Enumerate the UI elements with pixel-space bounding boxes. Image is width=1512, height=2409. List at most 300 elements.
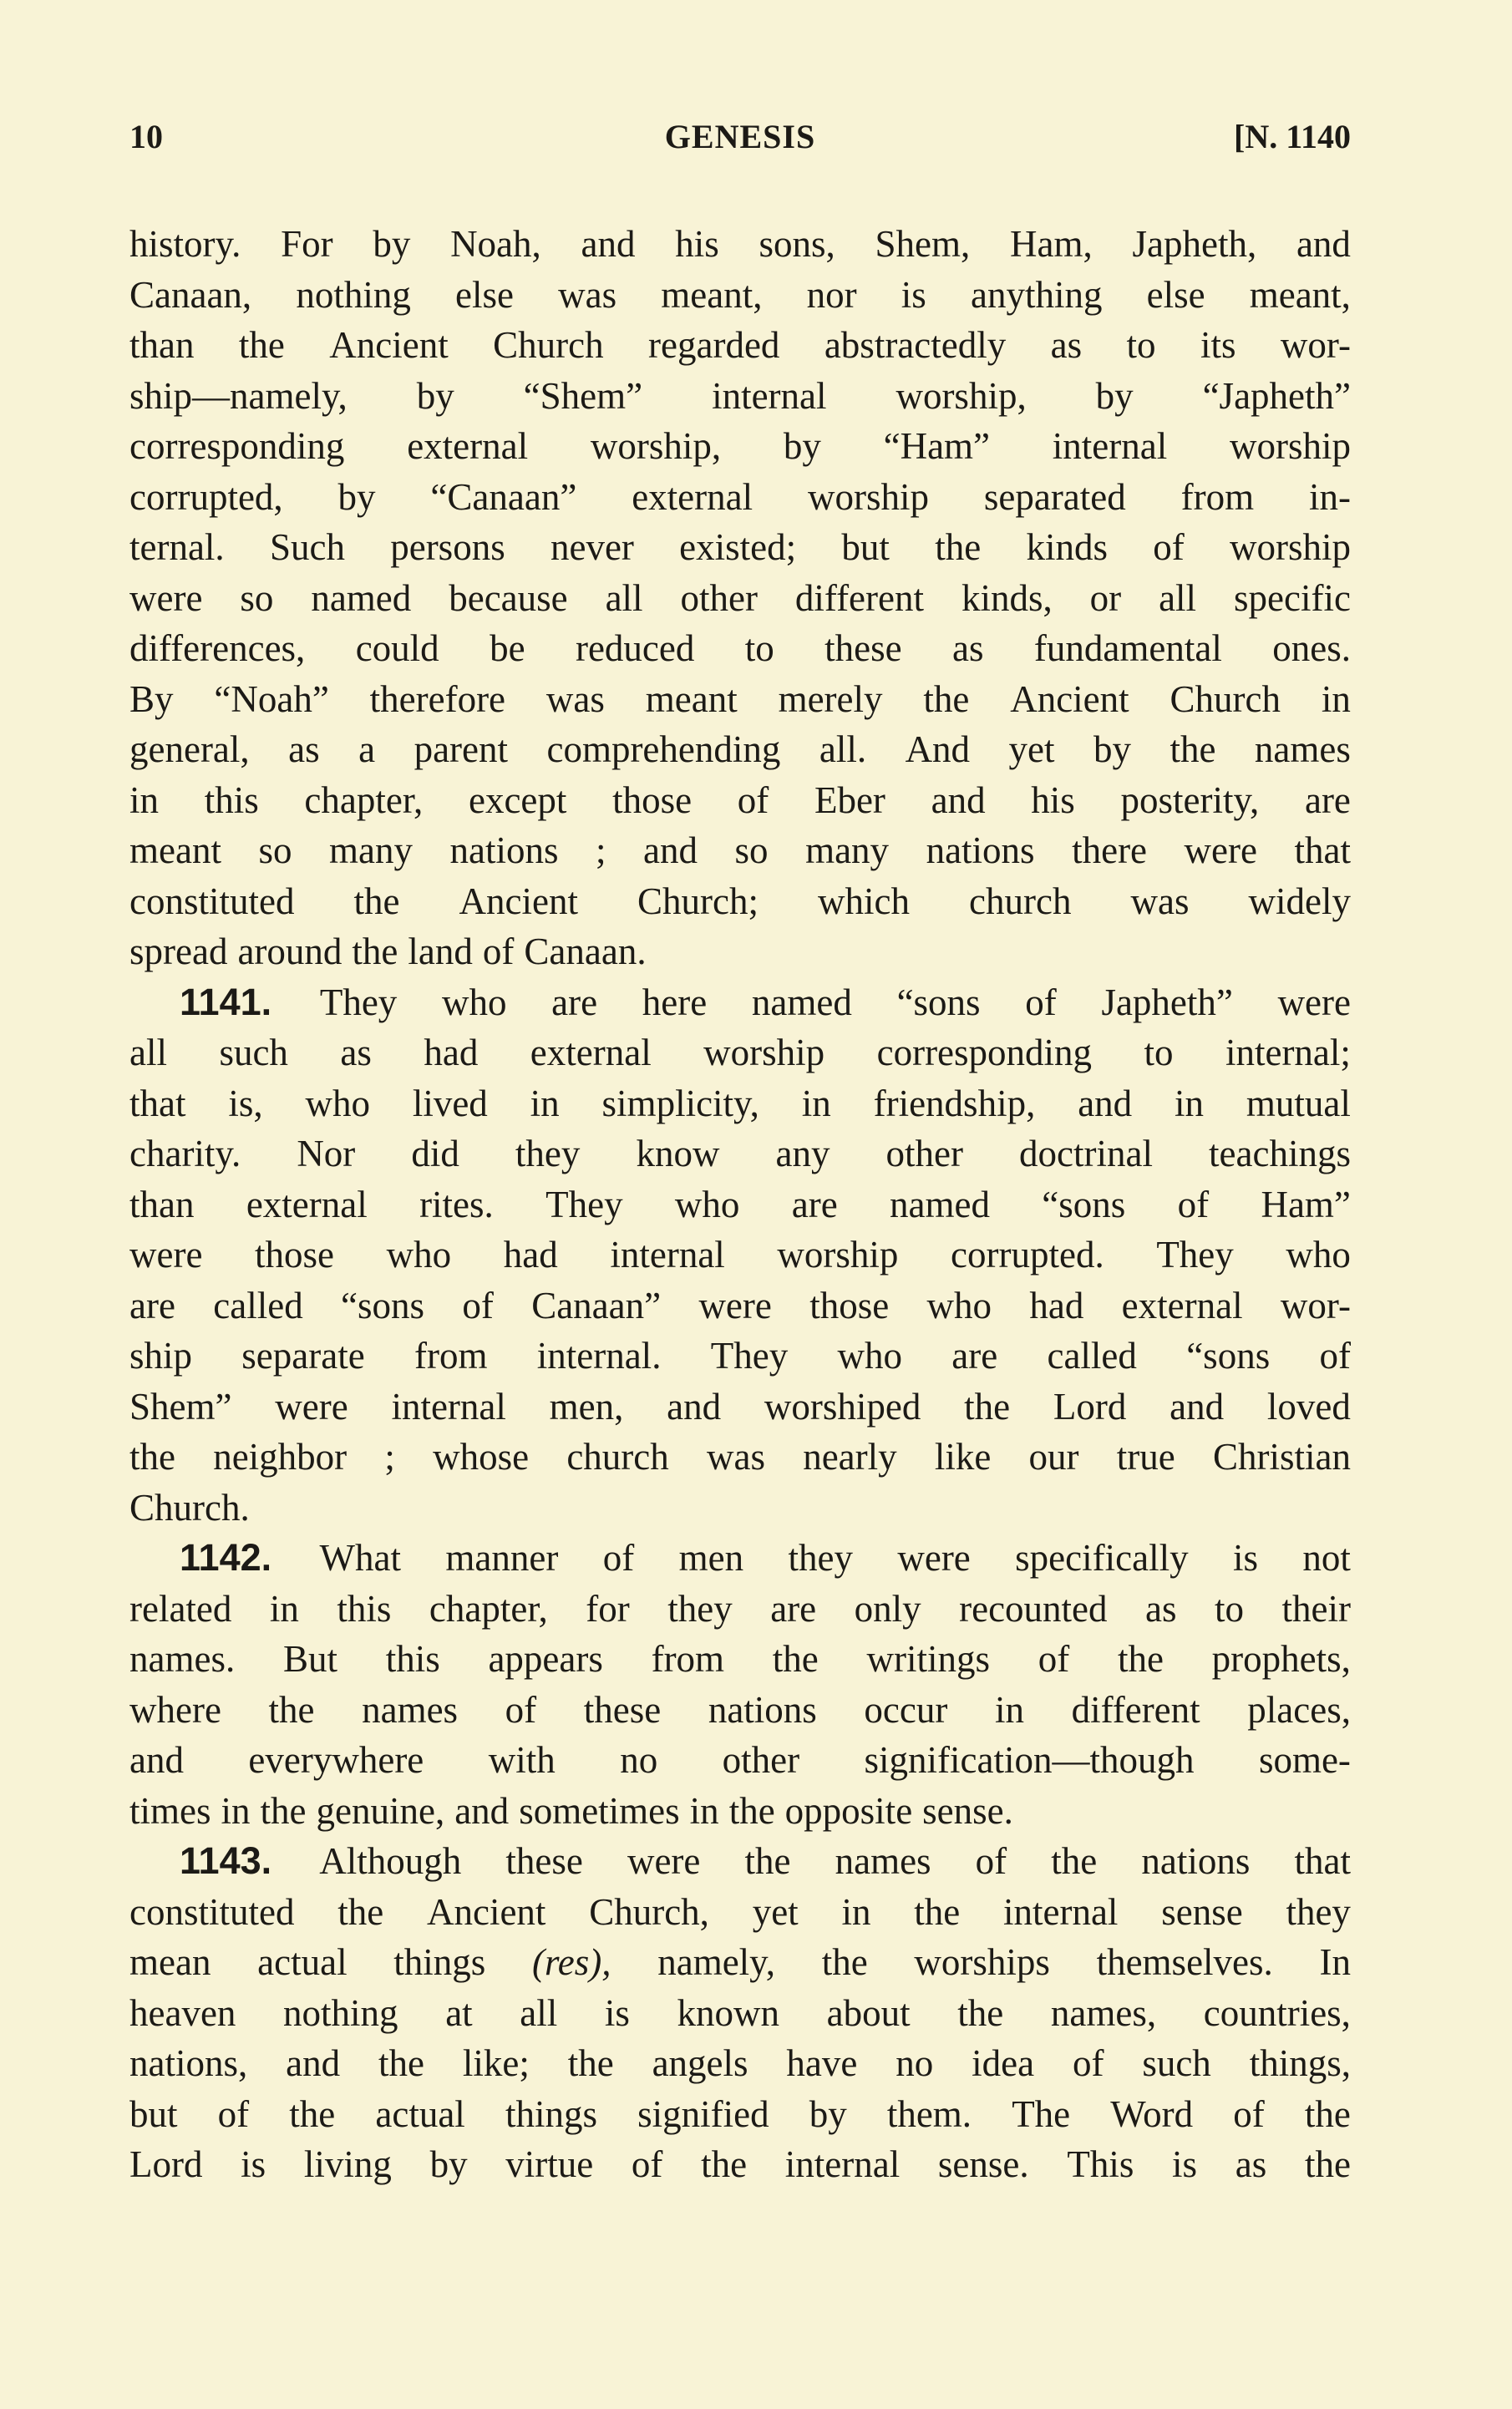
word: worshiped: [764, 1385, 921, 1428]
word: as: [1145, 1587, 1177, 1630]
word: of: [1038, 1638, 1070, 1680]
word: internal: [1052, 425, 1168, 467]
text-line: [129, 1786, 1351, 1837]
word: the: [957, 1991, 1004, 2034]
word: chapter,: [429, 1587, 548, 1630]
word: ;: [596, 829, 606, 871]
word: spread: [129, 931, 228, 972]
word: But: [282, 1638, 337, 1680]
word: in: [530, 1082, 560, 1124]
word: friendship,: [873, 1082, 1036, 1124]
word: in: [841, 1890, 871, 1933]
word: Noah,: [450, 223, 541, 265]
word: ternal.: [129, 526, 225, 568]
word: were: [129, 1234, 203, 1276]
word: with: [488, 1739, 556, 1781]
word: and: [931, 778, 986, 821]
word: Ancient: [426, 1890, 546, 1933]
word: general,: [129, 728, 250, 770]
word: Church: [493, 324, 604, 366]
word: the: [964, 1385, 1011, 1428]
word: external: [1121, 1284, 1243, 1326]
word: the: [260, 1789, 307, 1832]
word: This: [1067, 2143, 1134, 2185]
word: worship: [807, 475, 929, 518]
word: to: [1126, 324, 1156, 366]
word: of: [482, 931, 515, 972]
word: corresponding: [876, 1032, 1093, 1073]
text-line: [129, 1078, 1351, 1129]
word: by: [416, 374, 454, 417]
text-line: [129, 1128, 1351, 1179]
word: any: [775, 1133, 830, 1174]
word: nations: [1141, 1840, 1251, 1882]
word: have: [786, 2042, 858, 2084]
word: no: [896, 2042, 934, 2084]
word: and: [1170, 1385, 1225, 1428]
word: and: [454, 1789, 510, 1832]
word: yet: [752, 1890, 799, 1933]
word: corresponding: [129, 425, 345, 467]
word: named: [311, 576, 412, 619]
word: and: [1078, 1082, 1133, 1124]
text-line: [129, 1027, 1351, 1078]
word: named: [890, 1183, 990, 1225]
word: names: [1254, 728, 1351, 770]
text-line: [129, 421, 1351, 472]
word: mutual: [1246, 1082, 1351, 1124]
word: nations: [449, 829, 559, 871]
word: in: [801, 1082, 831, 1124]
word: in: [221, 1789, 251, 1832]
word: here: [642, 981, 708, 1023]
word: is: [241, 2143, 266, 2185]
word: in: [994, 1688, 1024, 1731]
word: the: [337, 1890, 384, 1933]
word: things,: [1249, 2042, 1351, 2084]
word: nothing: [283, 1991, 398, 2034]
word: abstractedly: [824, 324, 1007, 366]
word: external: [530, 1032, 652, 1073]
word: the: [728, 1789, 775, 1832]
word: kinds: [1026, 526, 1108, 568]
word: so: [240, 576, 274, 619]
word: meant: [129, 829, 221, 871]
word: Shem”: [129, 1385, 232, 1428]
word: internal: [712, 374, 827, 417]
word: called: [1047, 1335, 1137, 1377]
word: and: [1296, 223, 1351, 265]
word: internal: [391, 1385, 506, 1428]
word: everywhere: [248, 1739, 424, 1781]
word: “Ham”: [883, 425, 991, 467]
word: some-: [1258, 1739, 1351, 1781]
word: by: [1095, 374, 1134, 417]
text-line: [129, 1179, 1351, 1230]
word: at: [445, 1991, 473, 2034]
word: never: [550, 526, 634, 568]
word: “Japheth”: [1202, 374, 1351, 417]
word: they: [1286, 1890, 1351, 1933]
word: not: [1302, 1537, 1351, 1579]
word: of: [737, 778, 769, 821]
word: that: [1294, 1840, 1351, 1882]
word: nations,: [129, 2042, 248, 2084]
word: like;: [462, 2042, 530, 2084]
word: there: [1072, 829, 1148, 871]
word: Nor: [297, 1133, 356, 1174]
text-line: [129, 926, 1351, 977]
word: from: [1180, 475, 1255, 518]
word: no: [620, 1739, 658, 1781]
word: Canaan.: [524, 931, 647, 972]
word: Ham”: [1261, 1183, 1351, 1225]
word: by: [337, 475, 376, 518]
word: Church.: [129, 1486, 250, 1529]
text-line: [129, 320, 1351, 371]
text-line: [129, 1685, 1351, 1736]
word: charity.: [129, 1133, 241, 1174]
word: neighbor: [213, 1436, 348, 1478]
text-line: [129, 1887, 1351, 1938]
word: was: [1130, 880, 1190, 922]
word: else: [455, 273, 514, 316]
word: ship: [129, 1335, 193, 1377]
word: worship,: [896, 374, 1027, 417]
word: And: [905, 728, 971, 770]
text-line: [129, 2038, 1351, 2089]
text-line: [129, 472, 1351, 523]
word: Lord: [1053, 1385, 1127, 1428]
word: had: [424, 1032, 479, 1073]
word: things: [505, 2092, 597, 2135]
word: sense.: [937, 2143, 1029, 2185]
word: by: [429, 2143, 468, 2185]
word: countries,: [1203, 1991, 1351, 2034]
word: worship,: [590, 425, 722, 467]
word: are: [129, 1284, 175, 1326]
word: in: [129, 778, 160, 821]
word: of: [1072, 2042, 1104, 2084]
word: of: [1233, 2092, 1265, 2135]
word: by: [1093, 728, 1131, 770]
word: sometimes: [519, 1789, 680, 1832]
word: parent: [414, 728, 508, 770]
word: of: [1025, 981, 1057, 1023]
word: corrupted.: [951, 1234, 1104, 1276]
word: its: [1200, 324, 1236, 366]
word: actual: [375, 2092, 465, 2135]
word: who: [674, 1183, 740, 1225]
word: of: [602, 1537, 635, 1579]
word: the: [129, 1436, 175, 1478]
word: ones.: [1272, 627, 1351, 669]
word: church: [969, 880, 1072, 922]
word: the: [744, 1840, 791, 1882]
word: the: [935, 526, 982, 568]
word: nor: [806, 273, 857, 316]
text-line: [129, 2089, 1351, 2140]
word: those: [255, 1234, 335, 1276]
word: Lord: [129, 2143, 203, 2185]
text-line: [129, 1331, 1351, 1382]
word: worships: [914, 1941, 1050, 1983]
text-line: [129, 977, 1351, 1028]
word: the: [268, 1688, 315, 1731]
word: therefore: [369, 677, 506, 720]
word: in: [689, 1789, 719, 1832]
word: wor-: [1280, 1284, 1351, 1326]
running-title: GENESIS: [664, 118, 816, 155]
word: was: [706, 1436, 765, 1478]
word: Japheth,: [1132, 223, 1257, 265]
word: the: [772, 1638, 819, 1680]
word: by: [809, 2092, 847, 2135]
word: called: [213, 1284, 303, 1326]
word: specific: [1234, 576, 1351, 619]
word: they: [667, 1587, 733, 1630]
text-line: [129, 1584, 1351, 1635]
word: were: [1277, 981, 1351, 1023]
word: meant,: [1249, 273, 1351, 316]
word: They: [710, 1335, 789, 1377]
word: could: [355, 627, 439, 669]
word: names: [835, 1840, 931, 1882]
word: persons: [390, 526, 505, 568]
text-line: [129, 674, 1351, 725]
word: chapter,: [304, 778, 424, 821]
word: to: [1144, 1032, 1174, 1073]
word: are: [1304, 778, 1351, 821]
word: is: [901, 273, 926, 316]
word: these: [824, 627, 902, 669]
word: themselves.: [1096, 1941, 1273, 1983]
word: specifically: [1015, 1537, 1189, 1579]
word: the: [914, 1890, 961, 1933]
word: Canaan”: [531, 1284, 662, 1326]
word: opposite: [784, 1789, 913, 1832]
word: separate: [241, 1335, 365, 1377]
word: is: [1232, 1537, 1258, 1579]
word: as: [1050, 324, 1083, 366]
word: of: [975, 1840, 1007, 1882]
word: “Noah”: [214, 677, 329, 720]
word: nations: [926, 829, 1035, 871]
word: Japheth”: [1101, 981, 1233, 1023]
word: these: [583, 1688, 662, 1731]
word: in: [1321, 677, 1351, 720]
text-line: [129, 1281, 1351, 1331]
word: Church: [1170, 677, 1281, 720]
word: of: [631, 2143, 663, 2185]
word: many: [805, 829, 890, 871]
word: his: [1031, 778, 1075, 821]
text-line: [129, 876, 1351, 927]
word: In: [1319, 1941, 1351, 1983]
word: known: [677, 1991, 780, 2034]
text-line: [129, 1988, 1351, 2039]
word: their: [1281, 1587, 1351, 1630]
word: manner: [445, 1537, 559, 1579]
word: are: [551, 981, 598, 1023]
word: had: [1029, 1284, 1084, 1326]
word: his: [675, 223, 719, 265]
word: worship: [1229, 425, 1351, 467]
word: occur: [864, 1688, 948, 1731]
word: times: [129, 1789, 211, 1832]
text-line: [129, 1382, 1351, 1433]
word: internal;: [1225, 1032, 1351, 1073]
word: the: [701, 2143, 748, 2185]
word: “sons: [896, 981, 981, 1023]
word: things: [393, 1941, 486, 1983]
word: a: [358, 728, 376, 770]
word: were: [129, 576, 203, 619]
word: the: [238, 324, 285, 366]
word: sons,: [759, 223, 835, 265]
word: anything: [970, 273, 1103, 316]
word: Such: [269, 526, 345, 568]
word: except: [468, 778, 567, 821]
text-line: [129, 1735, 1351, 1786]
word: the: [352, 931, 398, 972]
word: related: [129, 1587, 232, 1630]
text-line: [129, 2139, 1351, 2190]
word: is,: [228, 1082, 263, 1124]
word: merely: [778, 677, 883, 720]
word: which: [818, 880, 910, 922]
word: all: [605, 576, 643, 619]
word: they: [515, 1133, 581, 1174]
word: fundamental: [1033, 627, 1222, 669]
word: yet: [1008, 728, 1055, 770]
word: else: [1146, 273, 1205, 316]
text-line: [129, 775, 1351, 826]
word: Word: [1110, 2092, 1194, 2135]
word: whose: [433, 1436, 530, 1478]
page-number: 10: [129, 118, 163, 155]
word: signification—though: [864, 1739, 1195, 1781]
word: is: [604, 1991, 630, 2034]
word: who: [926, 1284, 992, 1326]
word: the: [1170, 728, 1216, 770]
word: this: [337, 1587, 392, 1630]
word: only: [854, 1587, 921, 1630]
word: constituted: [129, 880, 295, 922]
text-line: [129, 1483, 1351, 1534]
word: heaven: [129, 1991, 236, 2034]
word: for: [586, 1587, 630, 1630]
word: many: [329, 829, 413, 871]
word: The: [1012, 2092, 1071, 2135]
word: as: [288, 728, 320, 770]
running-header: [129, 117, 1351, 167]
word: “sons: [341, 1284, 425, 1326]
word: other: [722, 1739, 800, 1781]
word: as: [1235, 2143, 1267, 2185]
text-line: [129, 724, 1351, 775]
word: of: [1319, 1335, 1351, 1377]
text-line: [129, 825, 1351, 876]
word: What: [319, 1537, 401, 1579]
word: “sons: [1042, 1183, 1126, 1225]
word: from: [414, 1335, 488, 1377]
word: comprehending: [546, 728, 781, 770]
word: the: [378, 2042, 424, 2084]
word: external: [246, 1183, 368, 1225]
word: land: [408, 931, 473, 972]
word: posterity,: [1120, 778, 1260, 821]
word: of: [217, 2092, 250, 2135]
word: internal: [784, 2143, 901, 2185]
page-body-text: [129, 219, 1351, 2190]
word: corrupted,: [129, 475, 283, 518]
word: in: [269, 1587, 299, 1630]
word: existed;: [679, 526, 797, 568]
word: sense: [1161, 1890, 1243, 1933]
word: did: [411, 1133, 459, 1174]
word: “Shem”: [523, 374, 643, 417]
word: actual: [257, 1941, 348, 1983]
word: than: [129, 324, 195, 366]
word: those: [809, 1284, 890, 1326]
word: such: [219, 1032, 288, 1073]
word: but: [841, 526, 890, 568]
word: true: [1116, 1436, 1175, 1478]
word: by: [373, 223, 411, 265]
word: men,: [549, 1385, 624, 1428]
word: were: [627, 1840, 701, 1882]
word: who: [386, 1234, 452, 1276]
word: worship: [703, 1032, 825, 1073]
word: nations: [708, 1688, 817, 1731]
word: that: [129, 1082, 186, 1124]
word: meant,: [661, 273, 763, 316]
text-line: [129, 270, 1351, 321]
word: other: [680, 576, 758, 619]
word: signified: [637, 2092, 769, 2135]
word: around: [237, 931, 342, 972]
word: were: [897, 1537, 971, 1579]
word: was: [545, 677, 605, 720]
word: are: [951, 1335, 998, 1377]
word: mean: [129, 1941, 211, 1983]
word: living: [303, 2143, 392, 2185]
text-line: [129, 1533, 1351, 1584]
word: was: [558, 273, 617, 316]
word: all: [1159, 576, 1197, 619]
word: the: [1051, 1840, 1098, 1882]
word: worship: [1229, 526, 1351, 568]
word: worship: [777, 1234, 899, 1276]
word: and: [667, 1385, 722, 1428]
word: who: [837, 1335, 902, 1377]
word: prophets,: [1211, 1638, 1351, 1680]
word: and: [581, 223, 636, 265]
word: as: [340, 1032, 372, 1073]
word: Ancient: [459, 880, 578, 922]
paragraph-number: 1142.: [180, 1536, 272, 1579]
word: ship—namely,: [129, 374, 348, 417]
word: of: [505, 1688, 537, 1731]
word: namely,: [657, 1941, 776, 1983]
text-line: [129, 219, 1351, 270]
word: were: [1184, 829, 1257, 871]
word: nearly: [803, 1436, 897, 1478]
text-line: [129, 522, 1351, 573]
paragraph-number: 1143.: [180, 1839, 272, 1882]
word: these: [505, 1840, 583, 1882]
